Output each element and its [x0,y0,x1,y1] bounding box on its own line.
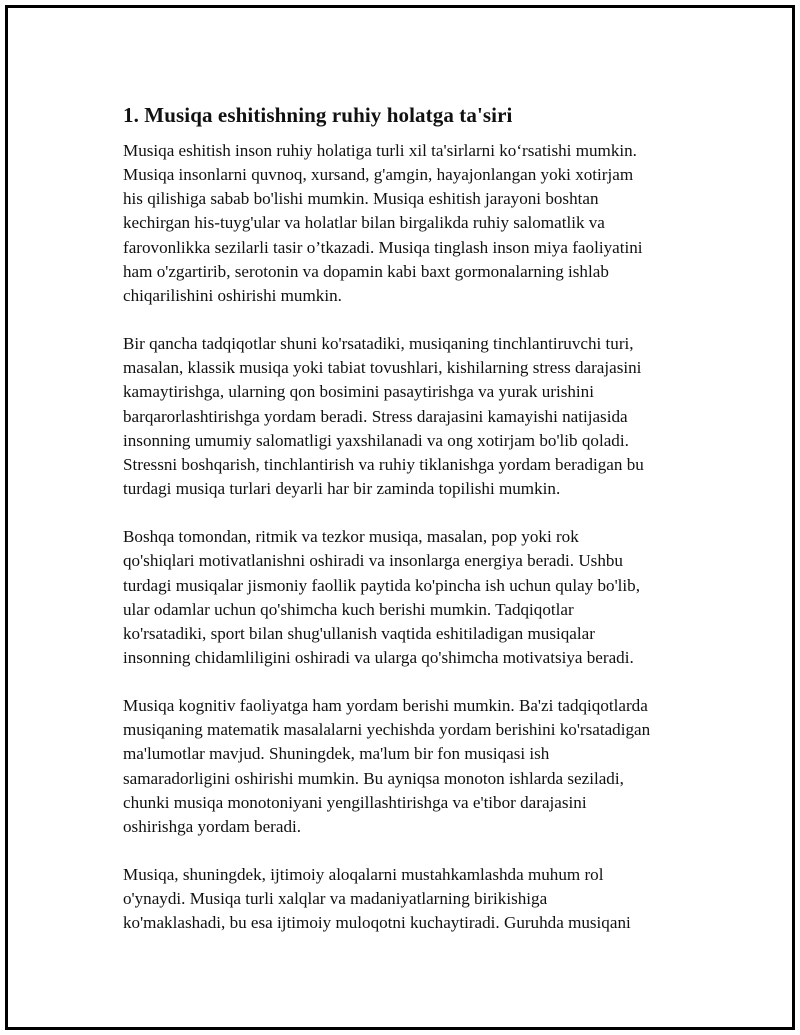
text-line: Musiqa insonlarni quvnoq, xursand, g'amgin, hayajonlangan yoki xotirjam [123,165,634,185]
text-line: chunki musiqa monotoniyani yengillashtirishga va e'tibor darajasini [123,792,587,812]
document-body [123,101,713,960]
text-line: farovonlikka sezilarli tasir o’tkazadi. Musiqa tinglash inson miya faoliyatini [123,237,643,257]
text-line: Boshqa tomondan, ritmik va tezkor musiqa, masalan, pop yoki rok [123,527,579,547]
text-line: musiqaning matematik masalalarni yechishda yordam berishini ko'rsatadigan [123,720,651,740]
paragraph-3 [123,525,713,670]
text-line: insonning chidamliligini oshiradi va ularga qo'shimcha motivatsiya beradi. [123,647,634,667]
text-line: chiqarilishini oshirishi mumkin. [123,285,342,305]
text-line: insonning umumiy salomatligi yaxshilanadi va ong xotirjam bo'lib qoladi. [123,430,629,450]
text-line: barqarorlashtirishga yordam beradi. Stress darajasini kamayishi natijasida [123,406,628,426]
text-line: oshirishga yordam beradi. [123,816,302,836]
text-line: ko'rsatadiki, sport bilan shug'ullanish vaqtida eshitiladigan musiqalar [123,623,595,643]
text-line: ular odamlar uchun qo'shimcha kuch berishi mumkin. Tadqiqotlar [123,599,574,619]
paragraph-1 [123,139,713,308]
text-line: Musiqa eshitish inson ruhiy holatiga turli xil ta'sirlarni ko‘rsatishi mumkin. [123,141,637,160]
text-line: Musiqa, shuningdek, ijtimoiy aloqalarni mustahkamlashda muhum rol [123,865,604,885]
text-line: Bir qancha tadqiqotlar shuni ko'rsatadiki, musiqaning tinchlantiruvchi turi, [123,334,634,354]
text-line: kechirgan his-tuyg'ular va holatlar bilan birgalikda ruhiy salomatlik va [123,213,605,233]
text-line: o'ynaydi. Musiqa turli xalqlar va madaniyatlarning birikishiga [123,889,548,909]
text-line: samaradorligini oshirishi mumkin. Bu ayniqsa monoton ishlarda seziladi, [123,768,624,788]
page-frame [5,5,795,1030]
paragraph-2 [123,332,713,501]
text-line: turdagi musiqalar jismoniy faollik paytida ko'pincha ish uchun qulay bo'lib, [123,575,640,595]
text-line: kamaytirishga, ularning qon bosimini pasaytirishga va yurak urishini [123,382,594,402]
text-line: turdagi musiqa turlari deyarli har bir zaminda topilishi mumkin. [123,479,561,499]
text-line: ko'maklashadi, bu esa ijtimoiy muloqotni kuchaytiradi. Guruhda musiqani [123,913,631,933]
text-line: ham o'zgartirib, serotonin va dopamin kabi baxt gormonalarning ishlab [123,261,609,281]
text-line: Musiqa kognitiv faoliyatga ham yordam berishi mumkin. Ba'zi tadqiqotlarda [123,696,648,716]
text-line: masalan, klassik musiqa yoki tabiat tovushlari, kishilarning stress darajasini [123,358,642,378]
paragraph-5 [123,863,713,935]
section-heading: 1. Musiqa eshitishning ruhiy holatga ta'siri [123,103,513,127]
text-line: ma'lumotlar mavjud. Shuningdek, ma'lum bir fon musiqasi ish [123,744,550,764]
text-line: his qilishiga sabab bo'lishi mumkin. Musiqa eshitish jarayoni boshtan [123,189,599,209]
text-line: qo'shiqlari motivatlanishni oshiradi va insonlarga energiya beradi. Ushbu [123,551,623,571]
text-line: Stressni boshqarish, tinchlantirish va ruhiy tiklanishga yordam beradigan bu [123,454,644,474]
paragraph-4 [123,694,713,839]
